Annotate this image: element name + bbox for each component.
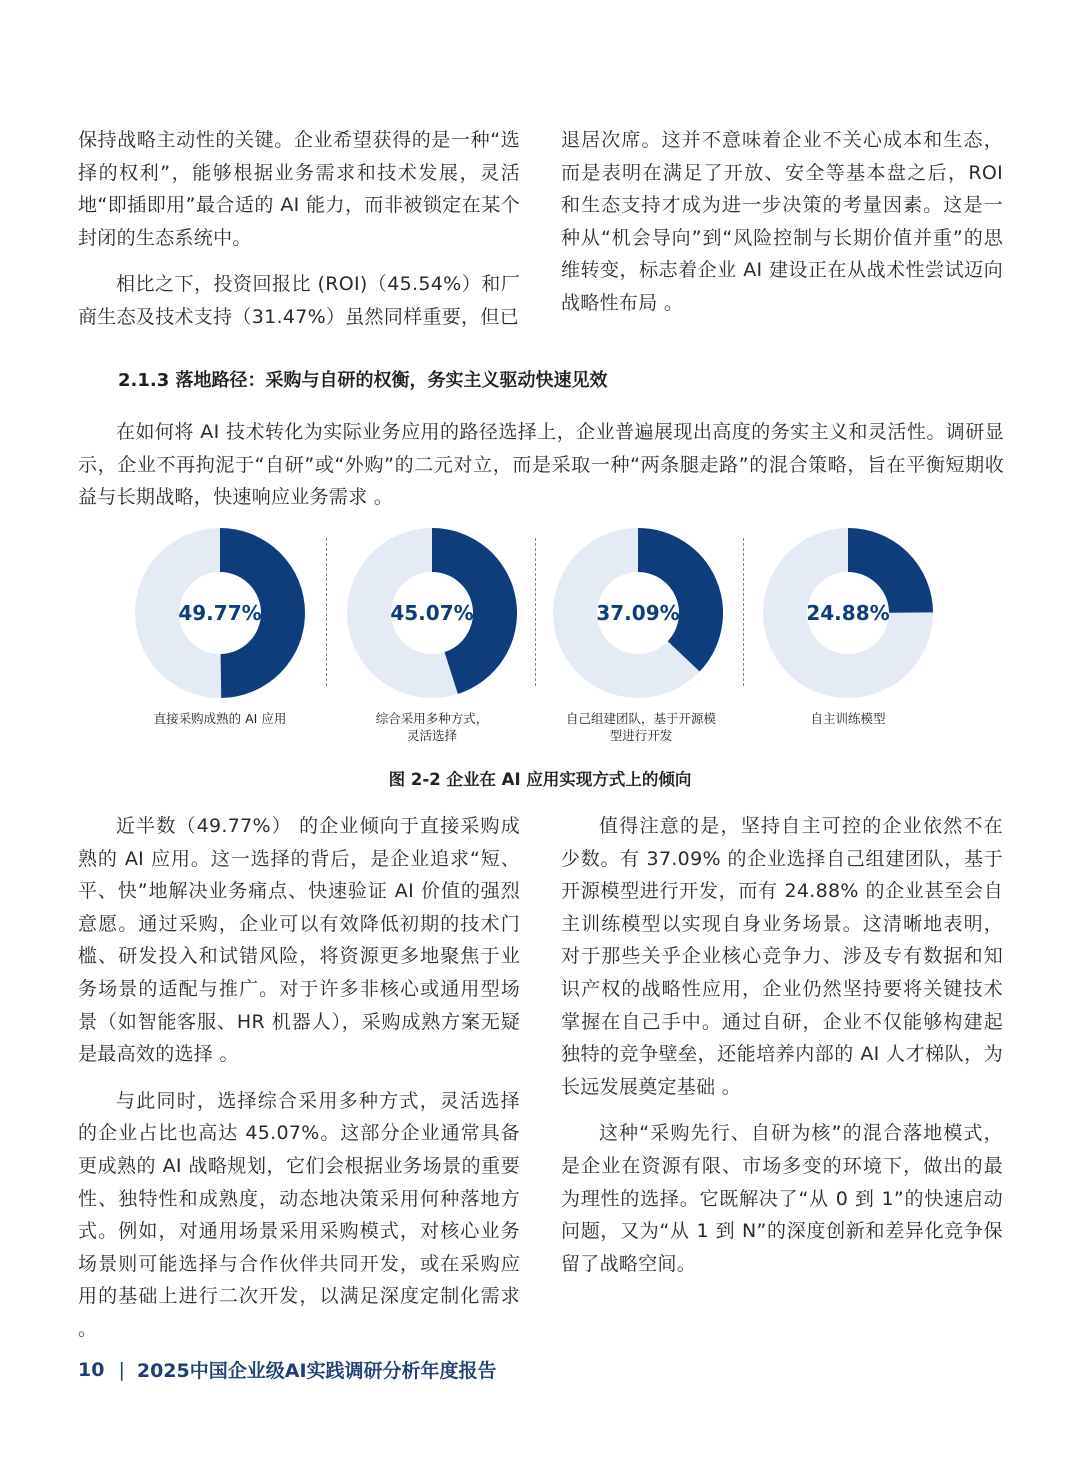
page-number: 10 [78, 1358, 105, 1381]
report-title: 2025中国企业级AI实践调研分析年度报告 [136, 1360, 497, 1382]
divider [535, 538, 536, 686]
donut-percent-label: 45.07% [390, 601, 474, 625]
caption-line: 自己组建团队，基于开源模 [565, 711, 716, 726]
paragraph: 退居次席。这并不意味着企业不关心成本和生态，而是表明在满足了开放、安全等基本盘之后，ROI 和生态支持才成为进一步决策的考量因素。这是一种从“机会导向”到“风险控制与长期价值并重”的思维转变，标志着企业 AI 建设正在从战术性尝试迈向战略性布局 。 [561, 129, 1003, 314]
donut-caption [541, 710, 741, 744]
donut-percent-label: 37.09% [596, 601, 680, 625]
donut-percent-label: 49.77% [178, 601, 262, 625]
section-title: 2.1.3 落地路径：采购与自研的权衡，务实主义驱动快速见效 [118, 370, 608, 391]
paragraph: 与此同时，选择综合采用多种方式，灵活选择的企业占比也高达 45.07%。这部分企业通常具备更成熟的 AI 战略规划，它们会根据业务场景的重要性、独特性和成熟度，动态地决策采用何种落地方式。例如，对通用场景采用采购模式，对核心业务场景则可能选择与合作伙伴共同开发，或在采购应用的基础上进行二次开发，以满足深度定制化需求 。 [78, 1089, 520, 1340]
paragraph: 这种“采购先行、自研为核”的混合落地模式，是企业在资源有限、市场多变的环境下，做出的最为理性的选择。它既解决了“从 0 到 1”的快速启动问题，又为“从 1 到 N”的深度创新和差异化竞争保留了战略空间。 [561, 1122, 1003, 1275]
figure-caption: 图 2-2 企业在 AI 应用实现方式上的倾向 [388, 770, 692, 789]
left-column-top [78, 124, 520, 334]
paragraph: 值得注意的是，坚持自主可控的企业依然不在少数。有 37.09% 的企业选择自己组建团队，基于开源模型进行开发，而有 24.88% 的企业甚至会自主训练模型以实现自身业务场景。这清晰地表明，对于那些关乎企业核心竞争力、涉及专有数据和知识产权的战略性应用，企业仍然坚持要将关键技术掌握在自己手中。通过自研，企业不仅能够构建起独特的竞争壁垒，还能培养内部的 AI 人才梯队，为长远发展奠定基础 。 [561, 815, 1003, 1098]
donut-percent-label: 24.88% [806, 601, 890, 625]
donut-chart [763, 528, 933, 698]
donut-caption [748, 710, 948, 727]
paragraph: 近半数（49.77%） 的企业倾向于直接采购成熟的 AI 应用。这一选择的背后，是企业追求“短、平、快”地解决业务痛点、快速验证 AI 价值的强烈意愿。通过采购，企业可以有效降低初期的技术门槛、研发投入和试错风险，将资源更多地聚焦于业务场景的适配与推广。对于许多非核心或通用型场景（如智能客服、HR 机器人），采购成熟方案无疑是最高效的选择 。 [78, 815, 520, 1066]
paragraph: 相比之下，投资回报比 (ROI)（45.54%）和厂商生态及技术支持（31.47%）虽然同样重要，但已 [78, 273, 520, 328]
caption-line: 自主训练模型 [810, 711, 886, 726]
donut-charts [0, 528, 1080, 758]
right-column-bottom [561, 810, 1003, 1280]
caption-line: 型进行开发 [609, 728, 673, 743]
right-column-top [561, 124, 1003, 320]
donut-chart [347, 528, 517, 698]
caption-line: 综合采用多种方式， [375, 711, 489, 726]
donut-caption [332, 710, 532, 744]
donut-chart [553, 528, 723, 698]
divider [743, 538, 744, 686]
intro-paragraph: 在如何将 AI 技术转化为实际业务应用的路径选择上，企业普遍展现出高度的务实主义和灵活性。调研显示，企业不再拘泥于“自研”或“外购”的二元对立，而是采取一种“两条腿走路”的混合策略，旨在平衡短期收益与长期战略，快速响应业务需求 。 [78, 421, 1004, 509]
divider [326, 538, 327, 686]
left-column-bottom [78, 810, 520, 1346]
caption-line: 直接采购成熟的 AI 应用 [153, 711, 287, 726]
donut-chart [135, 528, 305, 698]
donut-caption [120, 710, 320, 727]
page-footer [78, 1356, 497, 1383]
caption-line: 灵活选择 [406, 728, 457, 743]
paragraph: 保持战略主动性的关键。企业希望获得的是一种“选择的权利”，能够根据业务需求和技术发展，灵活地“即插即用”最合适的 AI 能力，而非被锁定在某个封闭的生态系统中。 [78, 129, 520, 249]
footer-separator: | [118, 1358, 125, 1381]
